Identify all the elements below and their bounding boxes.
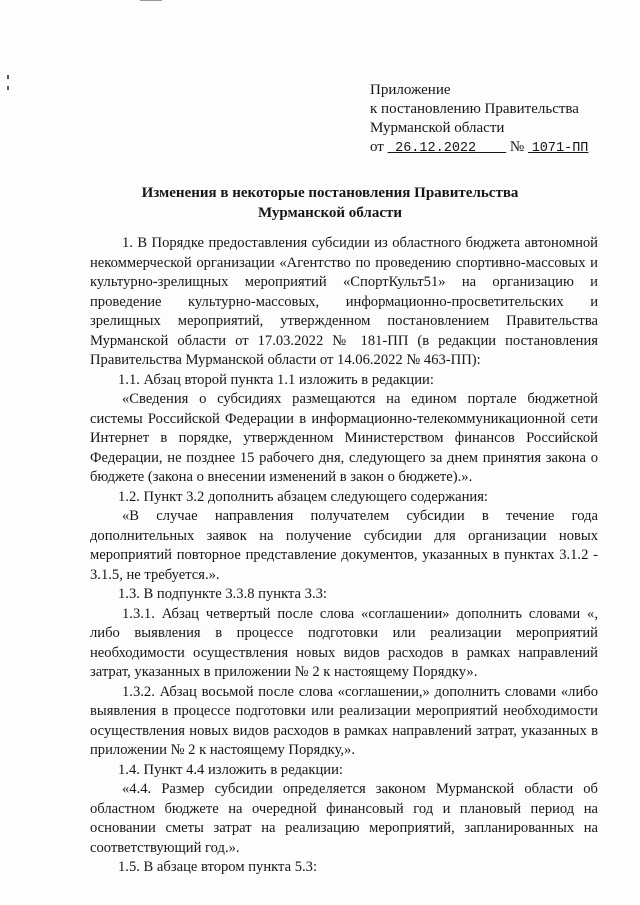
- paragraph: 1.1. Абзац второй пункта 1.1 изложить в редакции:: [118, 371, 434, 388]
- number-value: 1071-ПП: [531, 141, 589, 156]
- paragraph: 1. В Порядке предоставления субсидии из областного бюджета автономной некоммерческой организации «Агентство по проведению спортивно-массовых и культурно-зрелищных мероприятий «СпортКульт51» на организацию и проведение культурно-массовых, информационно-просветительских и зрелищных мероприятий, утвержденном постановлением Правительства Мурманской области от 17.03.2022 № 181-ПП (в редакции постановления Правительства Мурманской области от 14.06.2022 № 463-ПП):: [90, 235, 598, 368]
- title-line: Мурманской области: [257, 205, 403, 221]
- attachment-line: Приложение: [370, 82, 451, 98]
- paragraph: 1.4. Пункт 4.4 изложить в редакции:: [118, 761, 343, 778]
- paragraph: «4.4. Размер субсидии определяется законом Мурманской области об областном бюджете на очередной финансовый год и плановый период на основании сметы затрат на реализацию мероприятий, запланированных на соответствующий год.».: [90, 781, 598, 856]
- document-body: [90, 234, 598, 878]
- paragraph: 1.3. В подпункте 3.3.8 пункта 3.3:: [118, 586, 327, 602]
- paragraph: 1.5. В абзаце втором пункта 5.3:: [118, 859, 318, 875]
- paragraph: 1.3.2. Абзац восьмой после слова «соглашении,» дополнить словами «либо выявления в процессе подготовки или реализации мероприятий необходимости осуществления новых видов расходов в рамках направлений затрат, указанных в приложении № 2 к настоящему Порядку,».: [90, 683, 598, 758]
- scan-mark: [140, 0, 162, 1]
- number-field: [528, 139, 588, 155]
- number-label: №: [509, 139, 525, 155]
- attachment-line: Мурманской области: [370, 120, 505, 136]
- scan-mark: [7, 86, 9, 90]
- paragraph: 1.3.1. Абзац четвертый после слова «соглашении» дополнить словами «, либо выявления в процессе подготовки или реализации мероприятий необходимости осуществления новых видов расходов в рамках направлений затрат, указанных в приложении № 2 к настоящему Порядку».: [90, 605, 598, 680]
- paragraph: 1.2. Пункт 3.2 дополнить абзацем следующего содержания:: [118, 488, 488, 505]
- scan-mark: [7, 75, 9, 79]
- attachment-date-number-line: [370, 138, 610, 158]
- title-line: Изменения в некоторые постановления Правительства: [141, 185, 519, 201]
- document-title: [60, 183, 600, 223]
- date-field: [388, 139, 507, 155]
- paragraph: «В случае направления получателем субсидии в течение года дополнительных заявок на получение субсидии для организации новых мероприятий повторное представление документов, указанных в пунктах 3.1.2 - 3.1.5, не требуется.».: [90, 508, 598, 583]
- attachment-line: к постановлению Правительства: [370, 101, 579, 117]
- from-label: от: [370, 139, 384, 155]
- attachment-block: [370, 81, 610, 158]
- paragraph: «Сведения о субсидиях размещаются на едином портале бюджетной системы Российской Федерации в информационно-телекоммуникационной сети Интернет в порядке, утвержденном Министерством финансов Российской Федерации, не позднее 15 рабочего дня, следующего за днем принятия закона о бюджете (закона о внесении изменений в закон о бюджете).».: [90, 391, 598, 485]
- date-value: 26.12.2022: [395, 141, 477, 156]
